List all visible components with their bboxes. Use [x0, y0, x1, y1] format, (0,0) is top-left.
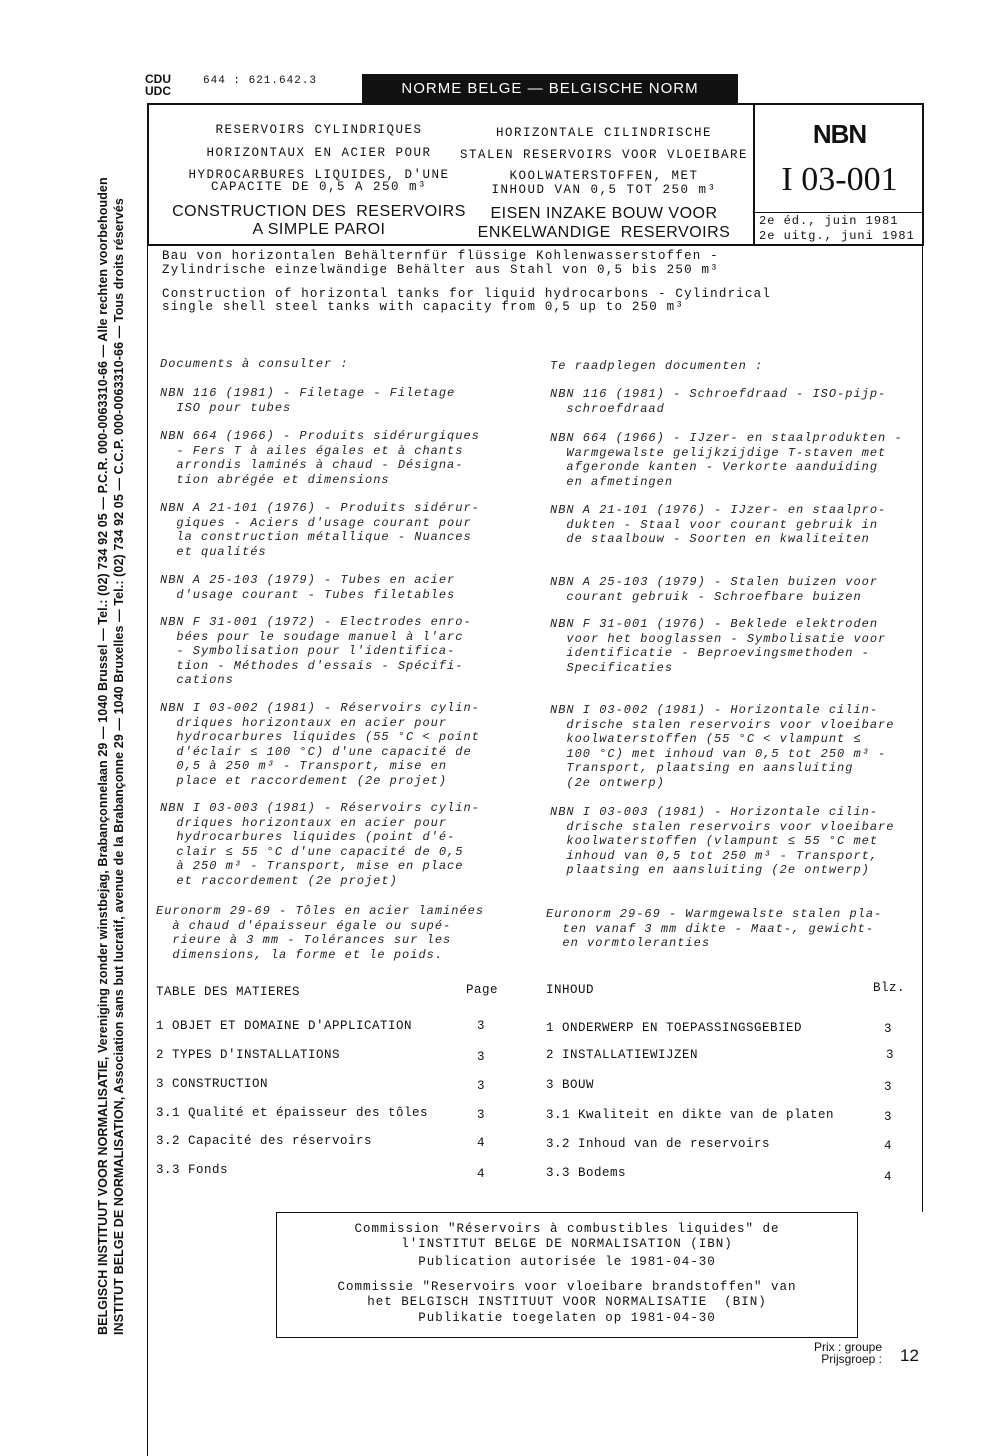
toc-fr-item-3[interactable]: 3 CONSTRUCTION [156, 1077, 269, 1091]
title-nl-line3: KOOLWATERSTOFFEN, MET [509, 169, 699, 183]
nbn-label: NBN [812, 119, 867, 149]
side-text-nl: BELGISCH INSTITUUT VOOR NORMALISATIE, Vereniging zonder winstbejag, Brabançonnelaan 29 — 1040 Brussel — Tel.: (02) 734 92 05 — P.C.R. 000-0063310-66 — Alle rechten voorbehouden [96, 177, 110, 1335]
price-label-nl: Prijsgroep : [821, 1352, 882, 1366]
toc-fr-page-6: 4 [477, 1167, 485, 1181]
docs-heading-fr: Documents à consulter : [160, 357, 349, 371]
body-right-rule [922, 246, 923, 1212]
commission-nl-line1: Commissie "Reservoirs voor vloeibare brandstoffen" van [337, 1280, 797, 1294]
toc-fr-page-3: 3 [477, 1079, 485, 1093]
toc-nl-page-3: 3 [884, 1080, 892, 1094]
commission-fr-line3: Publication autorisée le 1981-04-30 [418, 1255, 716, 1269]
toc-nl-item-1[interactable]: 1 ONDERWERP EN TOEPASSINGSGEBIED [546, 1021, 803, 1035]
toc-fr-page-label: Page [466, 983, 499, 997]
docs-heading-nl: Te raadplegen documenten : [550, 359, 764, 373]
edition-fr: 2e éd., juin 1981 [759, 214, 899, 228]
ref-fr-4: NBN A 25-103 (1979) - Tubes en acier d'usage courant - Tubes filetables [160, 573, 456, 602]
title-fr-line2: HORIZONTAUX EN ACIER POUR [206, 146, 432, 160]
toc-fr-item-1[interactable]: 1 OBJET ET DOMAINE D'APPLICATION [156, 1019, 413, 1033]
toc-nl-page-2: 3 [886, 1048, 894, 1062]
header-box [147, 103, 924, 246]
price-label-fr: Prix : groupe [813, 1340, 882, 1354]
title-nl-line6: ENKELWANDIGE RESERVOIRS [477, 224, 731, 241]
ref-nl-7: NBN I 03-003 (1981) - Horizontale cilin- drische stalen reservoirs voor vloeibare koolwaterstoffen (vlampunt ≤ 55 °C met inhoud van 0,5 tot 250 m³ - Transport, plaatsing en aansluiting (2e ontwerp) [550, 805, 895, 877]
ref-fr-6: NBN I 03-002 (1981) - Réservoirs cylin- driques horizontaux en acier pour hydrocarbures liquides (55 °C < point d'éclair ≤ 100 °C) d'une capacité de 0,5 à 250 m³ - Transport, mise en place et raccordement (2e projet) [160, 701, 480, 788]
toc-nl-item-6[interactable]: 3.3 Bodems [546, 1166, 627, 1180]
commission-nl-line3: Publikatie toegelaten op 1981-04-30 [418, 1311, 716, 1325]
toc-nl-item-2[interactable]: 2 INSTALLATIEWIJZEN [546, 1048, 699, 1062]
subtitle-en-line2: single shell steel tanks with capacity from 0,5 up to 250 m³ [162, 300, 685, 314]
ref-fr-5: NBN F 31-001 (1972) - Electrodes enro- bées pour le soudage manuel à l'arc - Symbolisation pour l'identifica- tion - Méthodes d'essais - Spécifi- cations [160, 615, 472, 687]
ref-nl-1: NBN 116 (1981) - Schroefdraad - ISO-pijp- schroefdraad [550, 387, 887, 416]
subtitle-de-line2: Zylindrische einzelwändige Behälter aus Stahl von 0,5 bis 250 m³ [162, 263, 719, 277]
toc-fr-page-1: 3 [477, 1019, 485, 1033]
commission-box [276, 1212, 858, 1338]
ref-fr-7: NBN I 03-003 (1981) - Réservoirs cylin- driques horizontaux en acier pour hydrocarbures liquides (point d'é- clair ≤ 55 °C d'une capacité de 0,5 à 250 m³ - Transport, mise en place et raccordement (2e projet) [160, 801, 480, 888]
title-fr-line3: HYDROCARBURES LIQUIDES, D'UNE [188, 168, 450, 182]
subtitle-en-line1: Construction of horizontal tanks for liquid hydrocarbons - Cylindrical [162, 287, 772, 301]
title-nl-line5: EISEN INZAKE BOUW VOOR [490, 205, 718, 222]
title-fr-line5: CONSTRUCTION DES RESERVOIRS [172, 203, 466, 220]
cdu-number: 644 : 621.642.3 [203, 75, 318, 87]
commission-nl-line2: het BELGISCH INSTITUUT VOOR NORMALISATIE (BIN) [367, 1295, 767, 1309]
commission-fr-line1: Commission "Réservoirs à combustibles liquides" de [354, 1222, 780, 1236]
ref-nl-5: NBN F 31-001 (1976) - Beklede elektroden voor het booglassen - Symbolisatie voor identificatie - Beproevingsmethoden - Specificaties [550, 617, 887, 675]
ref-fr-2: NBN 664 (1966) - Produits sidérurgiques - Fers T à ailes égales et à chants arrondis laminés à chaud - Désigna- tion abrégée et dimensions [160, 429, 480, 487]
toc-nl-page-label: Blz. [873, 981, 906, 995]
edition-nl: 2e uitg., juni 1981 [759, 229, 915, 243]
ref-nl-8: Euronorm 29-69 - Warmgewalste stalen pla- ten vanaf 3 mm dikte - Maat-, gewicht- en vormtoleranties [546, 907, 883, 950]
toc-fr-item-6[interactable]: 3.3 Fonds [156, 1163, 229, 1177]
toc-nl-item-3[interactable]: 3 BOUW [546, 1078, 595, 1092]
toc-nl-title: INHOUD [546, 983, 595, 997]
title-nl-line2: STALEN RESERVOIRS VOOR VLOEIBARE [459, 148, 749, 162]
toc-fr-item-2[interactable]: 2 TYPES D'INSTALLATIONS [156, 1048, 341, 1062]
ref-nl-3: NBN A 21-101 (1976) - IJzer- en staalpro- dukten - Staal voor courant gebruik in de staalbouw - Soorten en kwaliteiten [550, 503, 887, 546]
toc-nl-page-4: 3 [884, 1110, 892, 1124]
price-label [760, 1341, 882, 1365]
cdu-label [145, 73, 171, 97]
toc-nl-page-5: 4 [884, 1139, 892, 1153]
cdu-label-1: CDU [145, 72, 171, 86]
ref-nl-4: NBN A 25-103 (1979) - Stalen buizen voor courant gebruik - Schroefbare buizen [550, 575, 879, 604]
cdu-label-2: UDC [145, 84, 171, 98]
toc-fr-item-4[interactable]: 3.1 Qualité et épaisseur des tôles [156, 1106, 429, 1120]
toc-nl-page-1: 3 [884, 1022, 892, 1036]
title-fr-line1: RESERVOIRS CYLINDRIQUES [215, 123, 423, 137]
ref-fr-3: NBN A 21-101 (1976) - Produits sidérur- giques - Aciers d'usage courant pour la construction métallique - Nuances et qualités [160, 501, 480, 559]
title-nl-line4: INHOUD VAN 0,5 TOT 250 m³ [491, 183, 717, 197]
nbn-code: I 03-001 [781, 161, 898, 198]
toc-fr-page-5: 4 [477, 1136, 485, 1150]
toc-nl-page-6: 4 [884, 1170, 892, 1184]
ref-fr-1: NBN 116 (1981) - Filetage - Filetage ISO pour tubes [160, 386, 456, 415]
price-group-value: 12 [900, 1346, 919, 1365]
title-fr-line6: A SIMPLE PAROI [252, 221, 386, 238]
norm-banner: NORME BELGE — BELGISCHE NORM [362, 74, 738, 103]
title-fr-line4: CAPACITE DE 0,5 A 250 m³ [210, 180, 428, 194]
toc-nl-item-4[interactable]: 3.1 Kwaliteit en dikte van de platen [546, 1108, 835, 1122]
ref-nl-2: NBN 664 (1966) - IJzer- en staalprodukten - Warmgewalste gelijkzijdige T-staven met afgeronde kanten - Verkorte aanduiding en afmetingen [550, 431, 903, 489]
toc-fr-page-2: 3 [477, 1050, 485, 1064]
ref-fr-8: Euronorm 29-69 - Tôles en acier laminées à chaud d'épaisseur égale ou supé- rieure à 3 mm - Tolérances sur les dimensions, la forme et le poids. [156, 904, 485, 962]
toc-fr-item-5[interactable]: 3.2 Capacité des réservoirs [156, 1134, 373, 1148]
toc-nl-item-5[interactable]: 3.2 Inhoud van de reservoirs [546, 1137, 771, 1151]
edition-divider [753, 212, 922, 213]
title-nl-line1: HORIZONTALE CILINDRISCHE [495, 126, 713, 140]
body-left-rule [147, 246, 148, 1456]
commission-fr-line2: l'INSTITUT BELGE DE NORMALISATION (IBN) [401, 1237, 733, 1251]
ref-nl-6: NBN I 03-002 (1981) - Horizontale cilin- drische stalen reservoirs voor vloeibare koolwaterstoffen (55 °C < vlampunt ≤ 100 °C) met inhoud van 0,5 tot 250 m³ - Transport, plaatsing en aansluiting (2e ontwerp) [550, 703, 895, 790]
side-text-fr: INSTITUT BELGE DE NORMALISATION, Association sans but lucratif, avenue de la Brabançonne 29 — 1040 Bruxelles — Tel.: (02) 734 92 05 — C.C.P. 000-0063310-66 — Tous droits réservés [112, 198, 126, 1335]
subtitle-de-line1: Bau von horizontalen Behälternfür flüssige Kohlenwasserstoffen - [162, 249, 719, 263]
toc-fr-page-4: 3 [477, 1108, 485, 1122]
toc-fr-title: TABLE DES MATIERES [156, 985, 301, 999]
